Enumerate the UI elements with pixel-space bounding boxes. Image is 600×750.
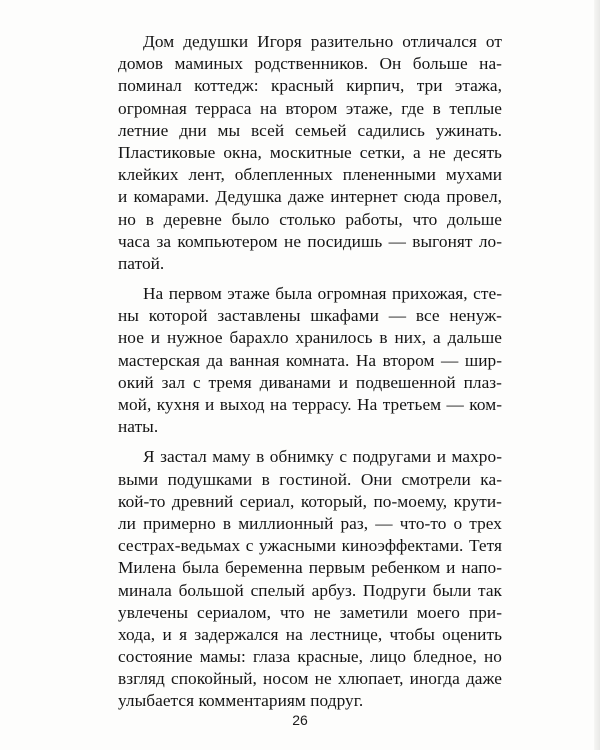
text-line: состояние мамы: глаза красные, лицо бледное, но	[118, 647, 502, 667]
text-line: мой, кухня и выход на террасу. На третьем — ком-	[118, 395, 502, 414]
text-line: ли примерно в миллионный раз, — что-то о трех	[118, 513, 502, 533]
text-line: мастерская да ванная комната. На втором — шир-	[118, 350, 502, 370]
page-number: 26	[292, 712, 308, 728]
page-edge-shadow	[594, 0, 600, 750]
text-line: часа за компьютером не посидишь — выгонят ло-	[118, 231, 502, 251]
text-line: Я застал маму в обнимку с подругами и махро-	[143, 447, 502, 467]
body-text	[118, 31, 502, 713]
text-line: клейких лент, облепленных плененными мухами	[118, 165, 502, 185]
text-line: но в деревне было столько работы, что дольше	[118, 209, 502, 229]
text-line: поминал коттедж: красный кирпич, три этажа,	[118, 76, 502, 96]
text-line: взгляд спокойный, носом не хлюпает, иногда даже	[118, 669, 502, 689]
text-line: улыбается комментариям подруг.	[118, 691, 364, 711]
text-line: сестрах-ведьмах с ужасными киноэффектами. Тетя	[118, 536, 502, 556]
text-line: наты.	[118, 417, 159, 437]
text-line: выми подушками в гостиной. Они смотрели ка-	[118, 469, 502, 489]
text-line: огромная терраса на втором этаже, где в теплые	[118, 98, 502, 118]
text-line: патой.	[118, 253, 165, 273]
text-line: Пластиковые окна, москитные сетки, а не десять	[118, 142, 502, 162]
text-line: хода, и я задержался на лестнице, чтобы оценить	[118, 624, 502, 644]
text-line: ны которой заставлены шкафами — все ненуж-	[118, 306, 502, 326]
text-line: кой-то древний сериал, который, по-моему, крути-	[118, 491, 502, 511]
text-line: домов маминых родственников. Он больше на-	[118, 54, 502, 74]
text-line: увлечены сериалом, что не заметили моего при-	[118, 602, 502, 622]
paragraph-3	[118, 446, 502, 712]
paragraph-2	[118, 283, 502, 438]
text-line: На первом этаже была огромная прихожая, сте-	[143, 284, 502, 304]
text-line: минала большой спелый арбуз. Подруги были так	[118, 580, 502, 600]
paragraph-1	[118, 31, 502, 275]
text-line: ное и нужное барахло хранилось в них, а дальше	[118, 328, 502, 348]
text-line: летние дни мы всей семьей садились ужинать.	[118, 120, 502, 140]
text-line: окий зал с тремя диванами и подвешенной плаз-	[118, 372, 502, 392]
text-line: Милена была беременна первым ребенком и напо-	[118, 558, 502, 578]
text-line: и комарами. Дедушка даже интернет сюда провел,	[118, 187, 502, 207]
text-line: Дом дедушки Игоря разительно отличался от	[143, 32, 502, 51]
